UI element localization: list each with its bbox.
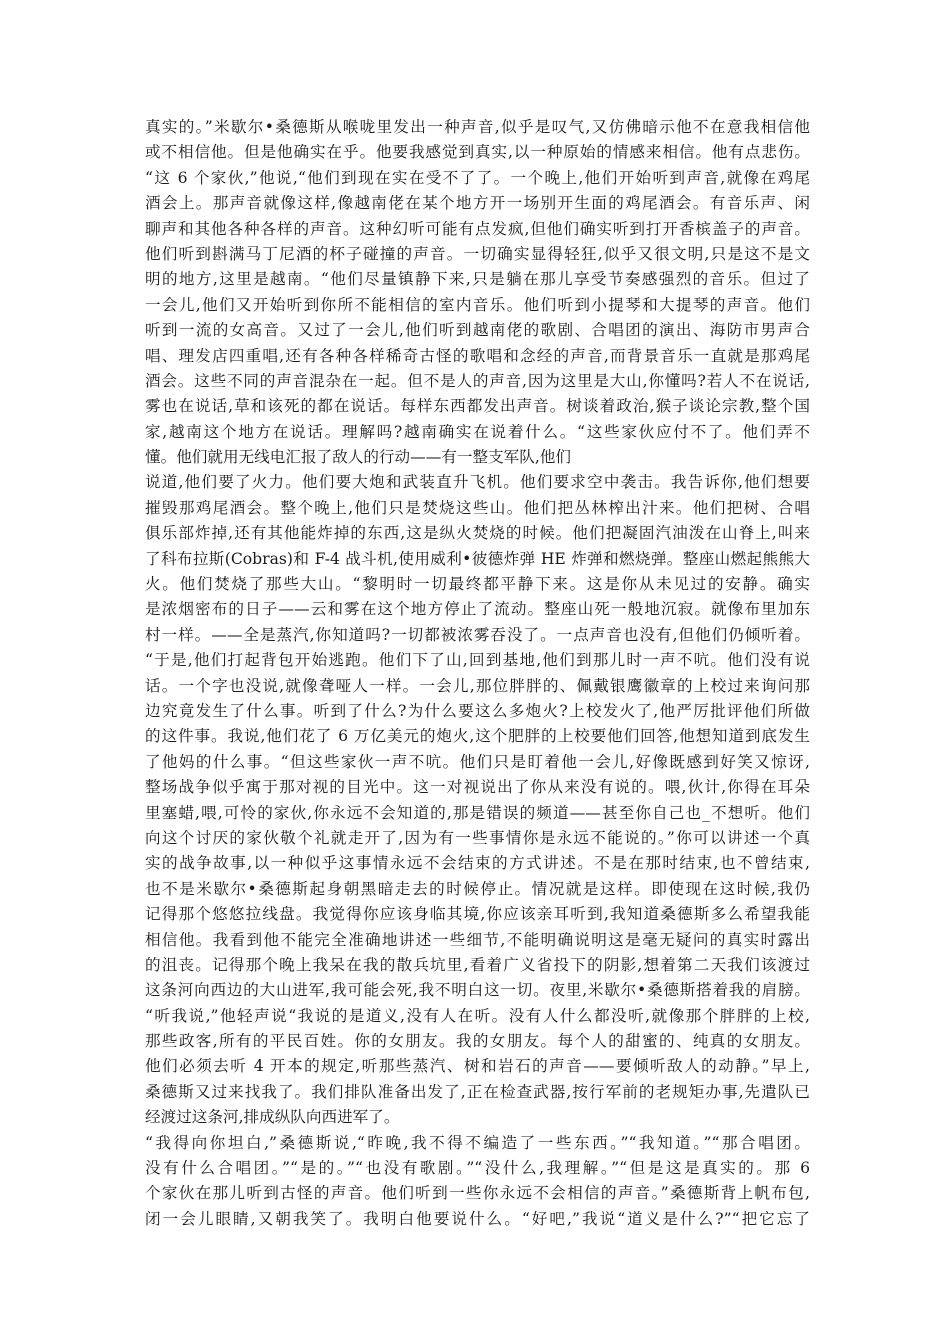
text-line: 村一样。——全是蒸汽,你知道吗?一切都被浓雾吞没了。一点声音也没有,但他们仍倾听着。 <box>145 625 810 644</box>
text-line: 他们听到斟满马丁尼酒的杯子碰撞的声音。一切确实显得轻狂,似乎又很文明,只是这不是文 <box>145 244 810 263</box>
text-line: 是浓烟密布的日子——云和雾在这个地方停止了流动。整座山死一般地沉寂。就像布里加东 <box>145 600 810 619</box>
text-line: 说道,他们要了火力。他们要大炮和武装直升飞机。他们要求空中袭击。我告诉你,他们想要 <box>145 473 810 492</box>
text-line: 俱乐部炸掉,还有其他能炸掉的东西,这是纵火焚烧的时候。他们把凝固汽油泼在山脊上,叫来 <box>145 524 810 543</box>
text-line: 或不相信他。但是他确实在乎。他要我感觉到真实,以一种原始的情感来相信。他有点悲伤。 <box>145 143 810 162</box>
text-line: 酒会上。那声音就像这样,像越南佬在某个地方开一场别开生面的鸡尾酒会。有音乐声、闲 <box>145 194 810 213</box>
text-line: 没有什么合唱团。”“是的。”“也没有歌剧。”“没什么,我理解。”“但是这是真实的。那 6 <box>145 1159 810 1178</box>
text-line: “于是,他们打起背包开始逃跑。他们下了山,回到基地,他们到那儿时一声不吭。他们没有说 <box>145 651 810 670</box>
text-line: 火。他们焚烧了那些大山。“黎明时一切最终都平静下来。这是你从未见过的安静。确实 <box>145 575 810 594</box>
text-line: 桑德斯又过来找我了。我们排队准备出发了,正在检查武器,按行军前的老规矩办事,先遣队已 <box>145 1082 810 1101</box>
text-line: 唱、理发店四重唱,还有各种各样稀奇古怪的歌唱和念经的声音,而背景音乐一直就是那鸡尾 <box>145 346 810 365</box>
text-line: 向这个讨厌的家伙敬个礼就走开了,因为有一些事情你是永远不能说的。”你可以讲述一个真 <box>145 828 810 847</box>
text-line: 家,越南这个地方在说话。理解吗?越南确实在说着什么。“这些家伙应付不了。他们弄不 <box>145 422 810 441</box>
text-line: 真实的。”米歇尔•桑德斯从喉咙里发出一种声音,似乎是叹气,又仿佛暗示他不在意我相信他 <box>145 118 810 136</box>
text-line: 经渡过这条河,排成纵队向西进军了。 <box>145 1108 400 1127</box>
text-line: 边究竟发生了什么事。听到了什么?为什么要这么多炮火?上校发火了,他严厉批评他们所做 <box>145 701 810 720</box>
text-line: 了科布拉斯(Cobras)和 F-4 战斗机,使用威利•彼德炸弹 HE 炸弹和燃烧弹。整座山燃起熊熊大 <box>145 549 810 568</box>
text-line: 的沮丧。记得那个晚上我呆在我的散兵坑里,看着广义省投下的阴影,想着第二天我们该渡过 <box>145 955 810 974</box>
text-line: 摧毁那鸡尾酒会。整个晚上,他们只是焚烧这些山。他们把丛林榨出汁来。他们把树、合唱 <box>145 498 810 517</box>
text-line: 也不是米歇尔•桑德斯起身朝黑暗走去的时候停止。情况就是这样。即使现在这时候,我仍 <box>145 879 810 898</box>
text-line: 聊声和其他各种各样的声音。这种幻听可能有点发疯,但他们确实听到打开香槟盖子的声音。 <box>145 219 810 238</box>
text-line: “听我说,”他轻声说“我说的是道义,没有人在听。没有人什么都没听,就像那个胖胖的上校, <box>145 1006 810 1025</box>
text-line: “我得向你坦白,”桑德斯说,“昨晚,我不得不编造了一些东西。”“我知道。”“那合唱团。 <box>145 1133 810 1152</box>
text-line: 实的战争故事,以一种似乎这事情永远不会结束的方式讲述。不是在那时结束,也不曾结束, <box>145 854 810 873</box>
text-line: 酒会。这些不同的声音混杂在一起。但不是人的声音,因为这里是大山,你懂吗?若人不在说话, <box>145 371 810 390</box>
text-line: 记得那个悠悠拉线盘。我觉得你应该身临其境,你应该亲耳听到,我知道桑德斯多么希望我能 <box>145 905 810 924</box>
text-line: 听到一流的女高音。又过了一会儿,他们听到越南佬的歌剧、合唱团的演出、海防市男声合 <box>145 321 810 340</box>
text-line: 闭一会儿眼睛,又朝我笑了。我明白他要说什么。“好吧,”我说“道义是什么?”“把它忘了 <box>145 1209 810 1228</box>
text-line: 整场战争似乎寓于那对视的目光中。这一对视说出了你从来没有说的。喂,伙计,你得在耳朵 <box>145 778 810 797</box>
text-line: 话。一个字也没说,就像聋哑人一样。一会儿,那位胖胖的、佩戴银鹰徽章的上校过来询问那 <box>145 676 810 695</box>
text-line: 了他妈的什么事。“但这些家伙一声不吭。他们只是盯着他一会儿,好像既感到好笑又惊讶, <box>145 752 810 771</box>
text-line: 一会儿,他们又开始听到你所不能相信的室内音乐。他们听到小提琴和大提琴的声音。他们 <box>145 295 810 314</box>
text-line: 明的地方,这里是越南。“他们尽量镇静下来,只是躺在那儿享受节奏感强烈的音乐。但过了 <box>145 270 810 289</box>
text-line: 相信他。我看到他不能完全准确地讲述一些细节,不能明确说明这是毫无疑问的真实时露出 <box>145 930 810 949</box>
text-line: 那些政客,所有的平民百姓。你的女朋友。我的女朋友。每个人的甜蜜的、纯真的女朋友。 <box>145 1032 810 1051</box>
text-line: 这条河向西边的大山进军,我可能会死,我不明白这一切。夜里,米歇尔•桑德斯搭着我的肩膀。 <box>145 981 810 1000</box>
text-line: 个家伙在那儿听到古怪的声音。他们听到一些你永远不会相信的声音。”桑德斯背上帆布包, <box>145 1184 810 1203</box>
text-line: “这 6 个家伙,”他说,“他们到现在实在受不了了。一个晚上,他们开始听到声音,就像在鸡尾 <box>145 168 810 187</box>
text-line: 他们必须去听 4 开本的规定,听那些蒸汽、树和岩石的声音——要倾听敌人的动静。”早上, <box>145 1057 810 1076</box>
body-text <box>145 115 810 1232</box>
text-line: 的这件事。我说,他们花了 6 万亿美元的炮火,这个肥胖的上校要他们回答,他想知道到底发生 <box>145 727 810 746</box>
text-line: 雾也在说话,草和该死的都在说话。每样东西都发出声音。树谈着政治,猴子谈论宗教,整个国 <box>145 397 810 416</box>
text-line: 懂。他们就用无线电汇报了敌人的行动——有一整支军队,他们 <box>145 448 571 467</box>
text-line: 里塞蜡,喂,可怜的家伙,你永远不会知道的,那是错误的频道——甚至你自己也_不想听。他们 <box>145 803 810 822</box>
